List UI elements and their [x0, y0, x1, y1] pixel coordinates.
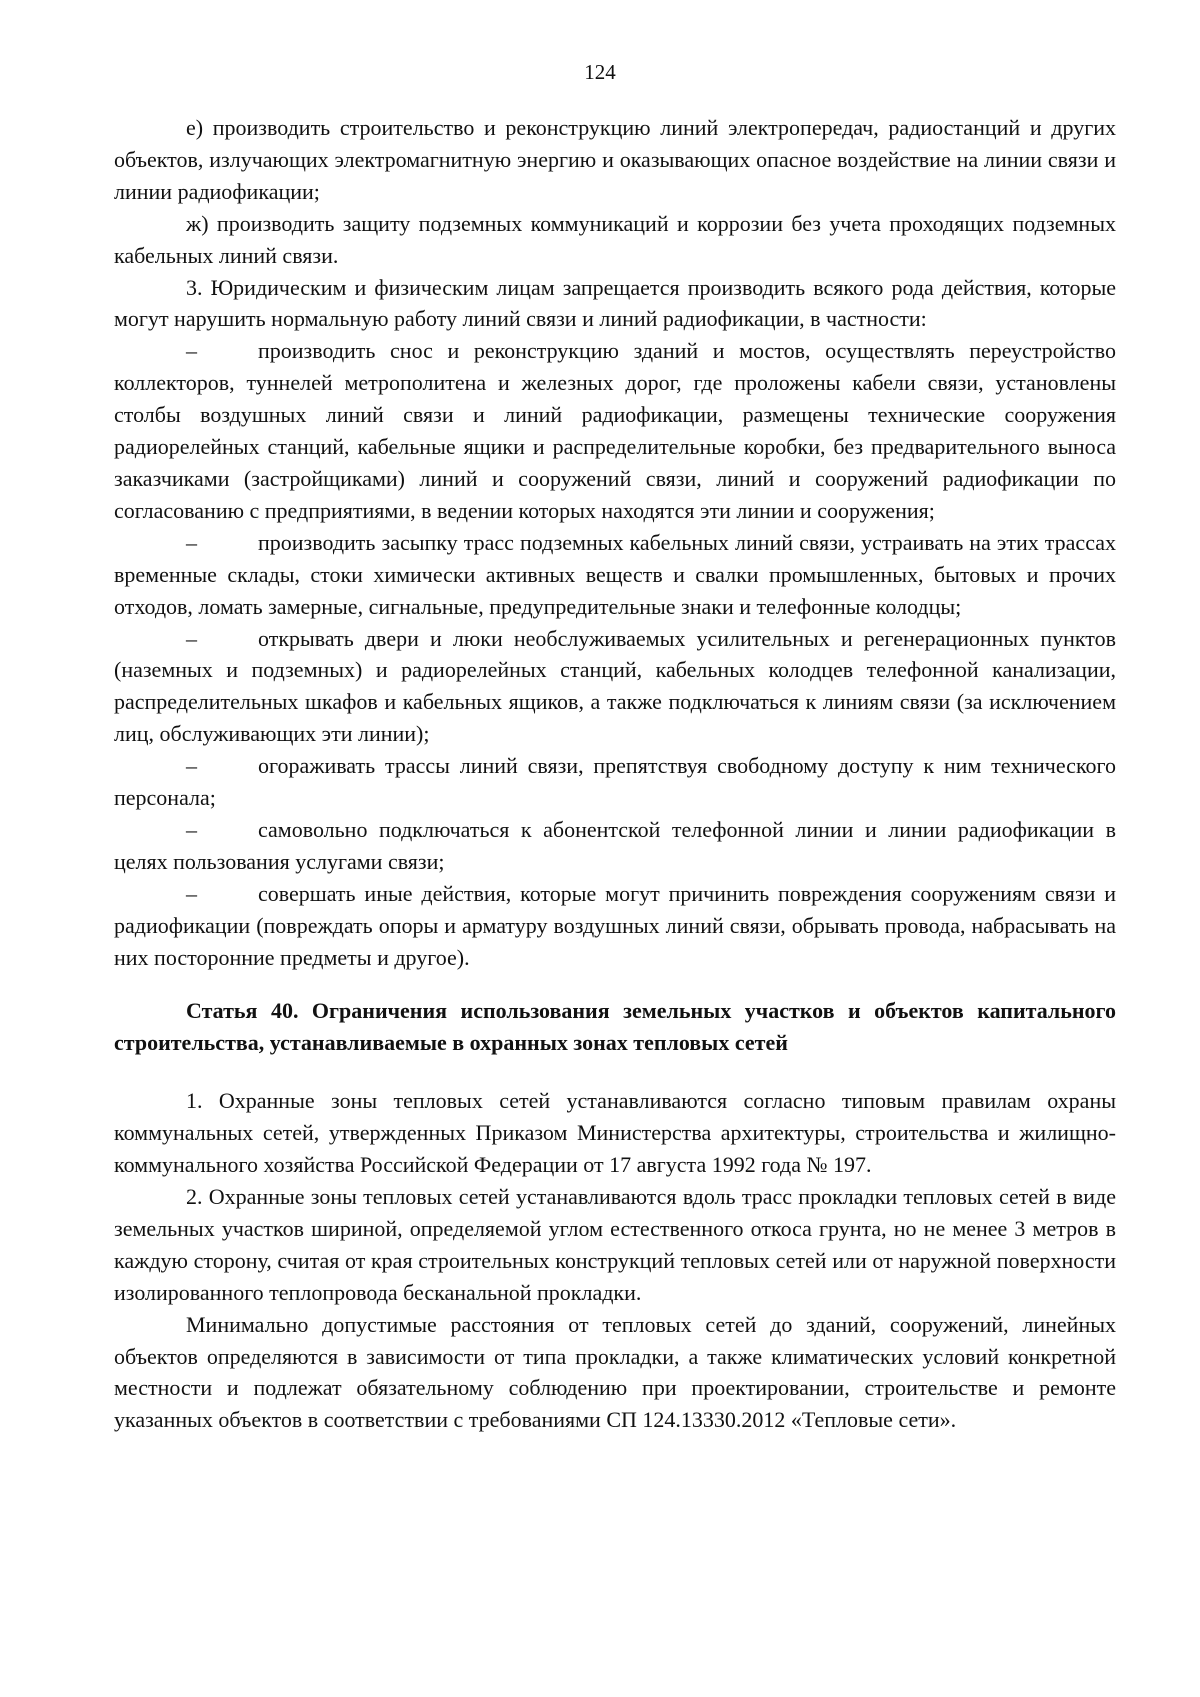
dash-marker: –: [186, 338, 197, 364]
dash-item-6: [114, 878, 1116, 974]
dash-marker: –: [186, 816, 197, 842]
dash-item-4: [114, 750, 1116, 814]
dash-marker: –: [186, 529, 197, 555]
dash-marker: –: [186, 880, 197, 906]
paragraph-1: 1. Охранные зоны тепловых сетей устанавливаются согласно типовым правилам охраны коммунальных сетей, утвержденных Приказом Министерства архитектуры, строительства и жилищно-коммунального хозяйства Российской Федерации от 17 августа 1992 года № 197.: [114, 1088, 1116, 1178]
dash-item-text: производить засыпку трасс подземных кабельных линий связи, устраивать на этих трассах временные склады, стоки химически активных веществ и свалки промышленных, бытовых и прочих отходов, ломать замерные, сигнальные, предупредительные знаки и телефонные колодцы;: [114, 529, 1116, 619]
dash-item-text: производить снос и реконструкцию зданий и мостов, осуществлять переустройство коллекторов, туннелей метрополитена и железных дорог, где проложены кабели связи, установлены столбы воздушных линий связи и линий радиофикации, размещены технические сооружения радиорелейных станций, кабельные ящики и распределительные коробки, без предварительного выноса заказчиками (застройщиками) линий и сооружений связи, линий и сооружений радиофикации по согласованию с предприятиями, в ведении которых находятся эти линии и сооружения;: [114, 338, 1116, 523]
dash-item-text: совершать иные действия, которые могут причинить повреждения сооружениям связи и радиофикации (повреждать опоры и арматуру воздушных линий связи, обрывать провода, набрасывать на них посторонние предметы и другое).: [114, 880, 1116, 970]
dash-item-text: самовольно подключаться к абонентской телефонной линии и линии радиофикации в целях пользования услугами связи;: [114, 816, 1116, 874]
dash-item-5: [114, 814, 1116, 878]
paragraph-zh: ж) производить защиту подземных коммуникаций и коррозии без учета проходящих подземных кабельных линий связи.: [114, 210, 1116, 268]
paragraph-3: 3. Юридическим и физическим лицам запрещается производить всякого рода действия, которые могут нарушить нормальную работу линий связи и линий радиофикации, в частности:: [114, 274, 1116, 332]
page-number: 124: [584, 60, 616, 84]
dash-marker: –: [186, 625, 197, 651]
paragraph-min-distances: Минимально допустимые расстояния от тепловых сетей до зданий, сооружений, линейных объектов определяются в зависимости от типа прокладки, а также климатических условий конкретной местности и подлежат обязательному соблюдению при проектировании, строительстве и ремонте указанных объектов в соответствии с требованиями СП 124.13330.2012 «Тепловые сети».: [114, 1311, 1116, 1433]
dash-item-text: открывать двери и люки необслуживаемых усилительных и регенерационных пунктов (наземных и подземных) и радиорелейных станций, кабельных колодцев телефонной канализации, распределительных шкафов и кабельных ящиков, а также подключаться к линиям связи (за исключением лиц, обслуживающих эти линии);: [114, 625, 1116, 747]
paragraph-2: 2. Охранные зоны тепловых сетей устанавливаются вдоль трасс прокладки тепловых сетей в виде земельных участков шириной, определяемой углом естественного откоса грунта, но не менее 3 метров в каждую сторону, считая от края строительных конструкций тепловых сетей или от наружной поверхности изолированного теплопровода бесканальной прокладки.: [114, 1184, 1116, 1305]
document-body: [114, 112, 1116, 1436]
dash-item-3: [114, 623, 1116, 751]
dash-item-text: огораживать трассы линий связи, препятствуя свободному доступу к ним технического персонала;: [114, 753, 1116, 811]
dash-item-2: [114, 527, 1116, 623]
article-heading: Статья 40. Ограничения использования земельных участков и объектов капитального строительства, устанавливаемые в охранных зонах тепловых сетей: [114, 998, 1116, 1056]
dash-item-1: [114, 335, 1116, 526]
dash-marker: –: [186, 753, 197, 779]
paragraph-e: е) производить строительство и реконструкцию линий электропередач, радиостанций и других объектов, излучающих электромагнитную энергию и оказывающих опасное воздействие на линии связи и линии радиофикации;: [114, 115, 1116, 204]
